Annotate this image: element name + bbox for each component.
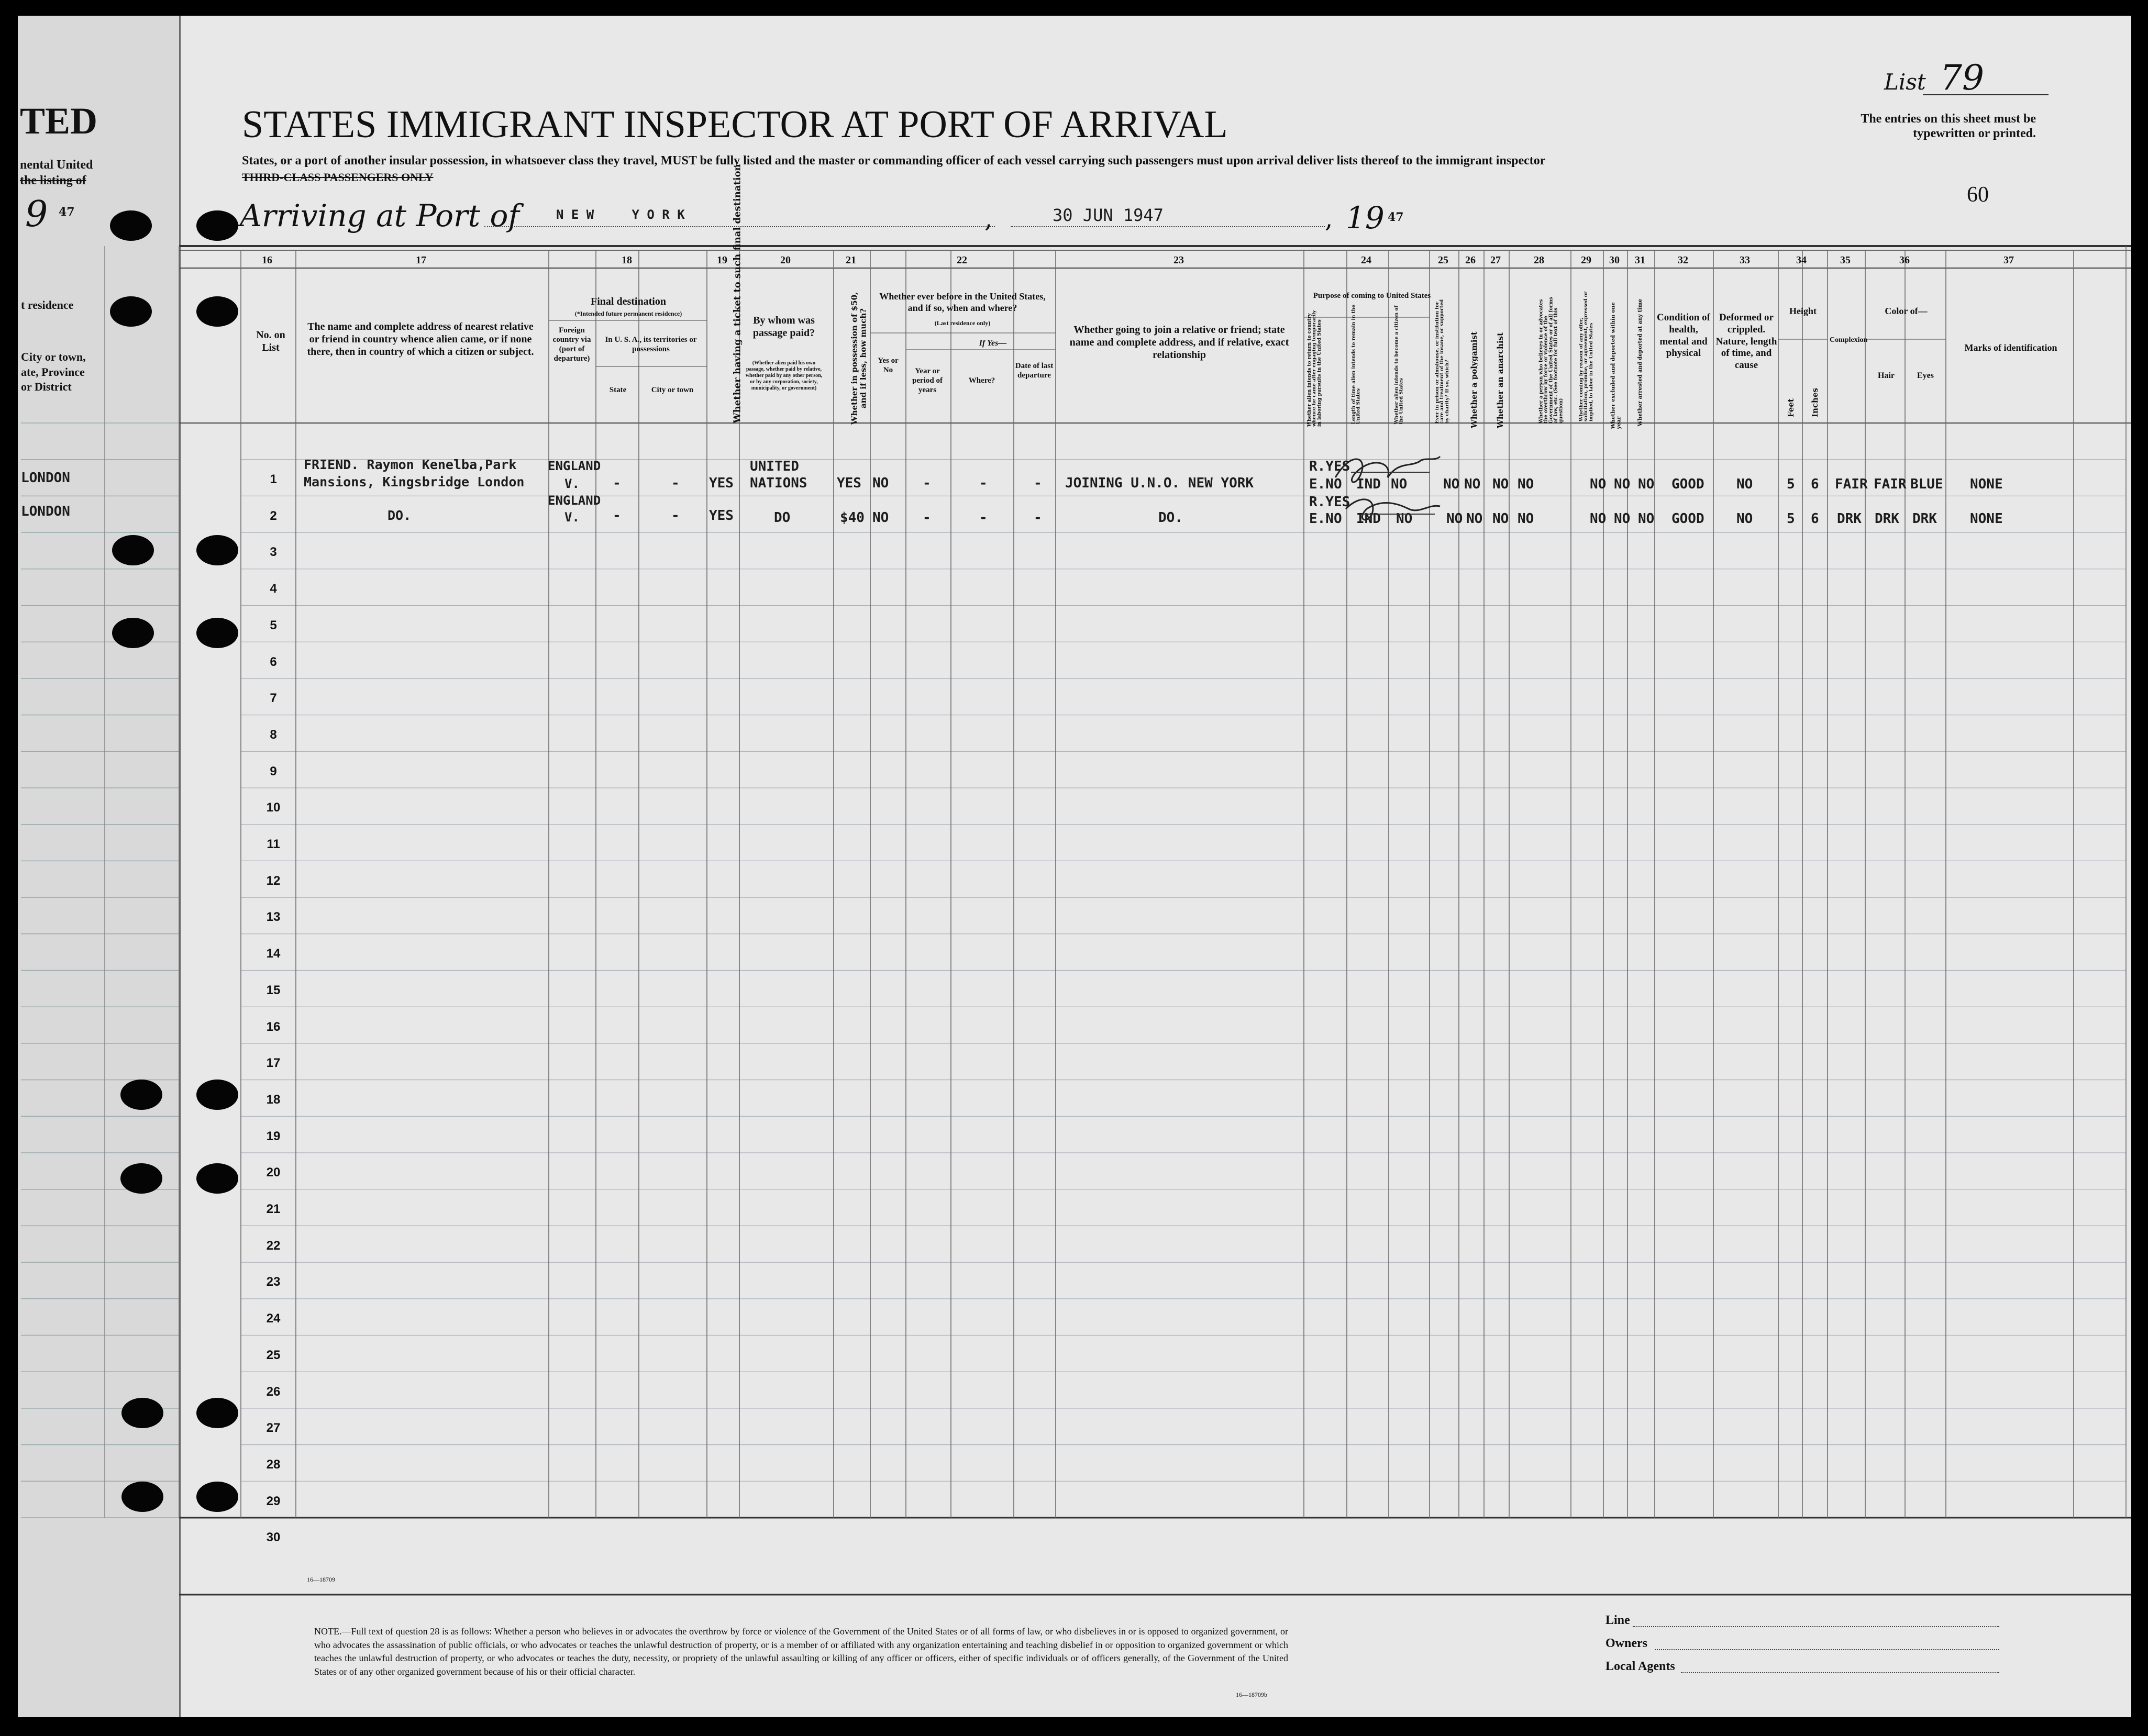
left-year-suffix: 47 (59, 205, 75, 219)
row-2-anarchist: NO (1492, 511, 1509, 527)
row-2-before-us: NO (872, 510, 889, 526)
list-label: List (1884, 69, 1926, 95)
column-number-34: 34 (1796, 254, 1807, 266)
year-suffix: 47 (1388, 210, 1404, 224)
header-final-destination-note: (*Intended future permanent residence) (574, 310, 682, 317)
column-number-36: 36 (1899, 254, 1910, 266)
header-purpose: Purpose of coming to United States (1313, 292, 1431, 300)
row-1-relative-line-1: FRIEND. Raymon Kenelba,Park (304, 457, 517, 472)
row-number-27: 27 (266, 1421, 281, 1435)
punch-hole (196, 1482, 238, 1512)
row-2-complexion: DRK (1837, 511, 1862, 527)
port-value: N E W Y O R K (556, 207, 685, 222)
row-2-citizen: NO (1396, 511, 1413, 527)
left-column-subheader: City or town, ate, Province or District (21, 350, 86, 394)
header-if-yes: If Yes— (979, 339, 1007, 348)
row-2-feet: 5 (1787, 511, 1795, 527)
row-2-eyes: DRK (1912, 511, 1937, 527)
column-number-18: 18 (622, 254, 632, 266)
punch-hole (196, 1163, 238, 1194)
column-number-26: 26 (1465, 254, 1476, 266)
row-number-30: 30 (266, 1530, 281, 1545)
row-2-money: $40 (840, 510, 865, 526)
punch-hole (112, 535, 154, 565)
punch-hole (112, 618, 154, 648)
row-number-22: 22 (266, 1238, 281, 1253)
punch-hole (121, 1482, 163, 1512)
form-number-b: 16—18709b (1236, 1691, 1267, 1698)
line-field (1633, 1626, 1999, 1627)
row-2-excluded: NO (1614, 511, 1631, 527)
header-excluded: Whether excluded and deported within one year (1610, 302, 1622, 429)
header-before-us-note: (Last residence only) (934, 319, 991, 327)
row-2-city: - (671, 508, 680, 524)
left-column-header: t residence (21, 298, 74, 311)
left-line-fragment-2: the listing of (20, 174, 86, 187)
row-2-health: GOOD (1671, 511, 1704, 527)
header-state: State (609, 386, 627, 394)
row-1-purpose-r: R.YES (1309, 459, 1350, 474)
left-residence-1: LONDON (21, 470, 70, 486)
row-number-2: 2 (270, 508, 277, 523)
header-prison: Ever in prison or almshouse, or institution for care and treatment of the insane, or supported by charity? If so, which? (1434, 299, 1450, 424)
row-number-17: 17 (266, 1056, 281, 1071)
header-feet: Feet (1786, 398, 1796, 417)
row-number-9: 9 (270, 764, 277, 778)
row-2-relative: DO. (387, 508, 412, 523)
column-number-19: 19 (717, 254, 727, 266)
header-health: Condition of health, mental and physical (1657, 312, 1710, 359)
header-inches: Inches (1810, 388, 1820, 417)
row-1-arrested: NO (1638, 476, 1655, 492)
owners-label: Owners (1606, 1637, 1647, 1650)
header-relative: The name and complete address of nearest relative or friend in country whence alien came, or if none there, then in country of which a citizen or subject. (307, 321, 534, 358)
row-number-26: 26 (266, 1384, 281, 1399)
punch-hole (196, 1398, 238, 1428)
row-1-marks: NONE (1970, 476, 2003, 492)
header-no-on-list: No. on List (256, 329, 285, 353)
row-2-length: IND (1356, 511, 1381, 527)
header-date-departure: Date of last departure (1015, 362, 1054, 380)
row-number-13: 13 (266, 910, 281, 925)
punch-hole (110, 296, 152, 327)
row-1-where: - (979, 475, 988, 491)
page-title: STATES IMMIGRANT INSPECTOR AT PORT OF ARRIVAL (242, 103, 1228, 146)
row-1-hair: FAIR (1874, 476, 1907, 492)
header-anarchist: Whether an anarchist (1496, 332, 1505, 428)
row-1-state: - (613, 475, 621, 491)
row-2-purpose-r: R.YES (1309, 494, 1350, 510)
header-complexion: Complexion (1830, 336, 1868, 344)
column-number-21: 21 (846, 254, 856, 266)
header-where: Where? (968, 376, 995, 385)
row-number-19: 19 (266, 1129, 281, 1143)
row-2-marks: NONE (1970, 511, 2003, 527)
column-number-27: 27 (1490, 254, 1501, 266)
column-number-16: 16 (262, 254, 272, 266)
row-1-year: - (923, 475, 931, 491)
column-number-17: 17 (416, 254, 426, 266)
footnote: NOTE.—Full text of question 28 is as follows: Whether a person who believes in or advocates the overthrow by force or violence of the Government of the United States or of all forms of law, or who disbelieves in or is opposed to organized government, or who advocates the assassination of public officials, or who advocates or teaches the unlawful destruction of property, or is a member of or affiliated with any organization entertaining and teaching disbelief in or opposition to organized government or which teaches the unlawful destruction of property, or who advocates or teaches the duty, necessity, or propriety of the unlawful assaulting or killing of any officer or officers, either of specific individuals or of officers generally, of the Government of the United States or of any other organized government because of his or their official character. (314, 1626, 1288, 1677)
header-overthrow: Whether a person who believes in or advocates the overthrow by force or violence of the Government of the United States or of all forms of law, etc. (See footnote for full text of this question) (1538, 297, 1564, 424)
year-prefix: 19 (1346, 200, 1385, 236)
row-1-overthrow: NO (1518, 476, 1534, 492)
row-1-city: - (671, 475, 680, 491)
row-1-passage-line-1: UNITED (750, 459, 799, 474)
header-before-us: Whether ever before in the United States, and if so, when and where? (879, 291, 1046, 313)
header-color-of: Color of— (1885, 306, 1928, 316)
column-number-31: 31 (1635, 254, 1645, 266)
row-number-21: 21 (266, 1202, 281, 1216)
header-hair: Hair (1878, 371, 1895, 380)
header-join-relative: Whether going to join a relative or friend; state name and complete address, and if relative, exact relationship (1069, 324, 1289, 361)
row-number-12: 12 (266, 873, 281, 888)
row-number-24: 24 (266, 1311, 281, 1326)
header-purpose-citizen: Whether alien intends to become a citizen of the United States (1394, 305, 1404, 425)
header-usa: In U. S. A., its territories or possessions (605, 336, 697, 353)
header-deformed: Deformed or crippled. Nature, length of time, and cause (1715, 312, 1777, 371)
punch-hole (196, 535, 238, 565)
row-number-11: 11 (267, 837, 280, 851)
row-1-eyes: BLUE (1910, 476, 1943, 492)
header-height: Height (1789, 306, 1817, 316)
header-year-period: Year or period of years (912, 367, 943, 394)
left-title-fragment: TED (20, 100, 98, 142)
punch-hole (120, 1163, 162, 1194)
row-number-6: 6 (270, 654, 277, 669)
column-number-28: 28 (1534, 254, 1544, 266)
line-label: Line (1606, 1613, 1630, 1627)
left-year-fragment: 9 (25, 194, 48, 235)
punch-hole (196, 618, 238, 648)
punch-hole (121, 1398, 163, 1428)
column-number-24: 24 (1361, 254, 1371, 266)
row-number-4: 4 (270, 582, 277, 596)
row-2-date-departure: - (1034, 510, 1042, 526)
column-number-32: 32 (1678, 254, 1688, 266)
comma-2: , (1325, 204, 1333, 233)
row-2-join: DO. (1158, 510, 1183, 526)
row-2-hair: DRK (1875, 511, 1899, 527)
row-1-foreign: ENGLAND (548, 459, 601, 473)
row-2-inches: 6 (1811, 511, 1819, 527)
comma-1: , (984, 204, 993, 233)
arrival-date: 30 JUN 1947 (1053, 205, 1164, 225)
row-2-year: - (923, 510, 931, 526)
row-1-passage-line-2: NATIONS (750, 475, 807, 491)
header-purpose-return: Whether alien intends to return to country whence he came after engaging temporarily in laboring pursuits in the United States (1306, 310, 1322, 427)
row-number-18: 18 (266, 1092, 281, 1107)
row-2-where: - (979, 510, 988, 526)
row-1-feet: 5 (1787, 476, 1795, 492)
row-number-7: 7 (270, 691, 277, 706)
header-polygamist: Whether a polygamist (1469, 331, 1479, 428)
row-number-8: 8 (270, 727, 277, 742)
header-offer: Whether coming by reason of any offer, solicitation, promise, or agreement, expressed or implied, to labor in the United States (1578, 291, 1594, 422)
row-1-length: IND (1356, 476, 1381, 492)
header-purpose-length: Length of time alien intends to remain in the United States (1351, 305, 1361, 425)
header-subtitle: States, or a port of another insular possession, in whatsoever class they travel, MUST be fully listed and the master or commanding officer of each vessel carrying such passengers must upon arrival deliver lists thereof to the immigrant inspector (242, 154, 1546, 168)
row-number-25: 25 (266, 1348, 281, 1362)
row-number-28: 28 (266, 1457, 281, 1472)
column-number-33: 33 (1740, 254, 1750, 266)
row-1-money: YES (837, 475, 861, 491)
column-number-35: 35 (1840, 254, 1851, 266)
punch-hole (120, 1080, 162, 1110)
row-number-16: 16 (266, 1019, 281, 1034)
column-number-23: 23 (1173, 254, 1184, 266)
row-2-state: - (613, 508, 621, 524)
header-ticket: Whether having a ticket to such final destination (732, 164, 743, 424)
row-2-purpose-e: E.NO (1309, 511, 1342, 527)
row-1-complexion: FAIR (1835, 476, 1868, 492)
row-1-join: JOINING U.N.O. NEW YORK (1065, 475, 1254, 491)
punch-hole (196, 296, 238, 327)
row-number-1: 1 (270, 472, 277, 486)
class-note: THIRD-CLASS PASSENGERS ONLY (242, 171, 434, 184)
local-agents-field (1681, 1672, 1999, 1673)
arriving-line-2 (1011, 226, 1325, 227)
row-2-polygamist: NO (1466, 511, 1483, 527)
row-1-polygamist: NO (1464, 476, 1481, 492)
header-passage-paid: By whom was passage paid? (752, 315, 815, 339)
local-agents-label: Local Agents (1606, 1660, 1675, 1673)
row-1-citizen: NO (1391, 476, 1408, 492)
row-1-health: GOOD (1671, 476, 1704, 492)
punch-hole (110, 210, 152, 241)
arriving-label: Arriving at Port of (240, 198, 519, 233)
row-2-deformed: NO (1736, 511, 1753, 527)
left-residence-2: LONDON (21, 504, 70, 519)
row-1-anarchist: NO (1492, 476, 1509, 492)
column-number-30: 30 (1609, 254, 1620, 266)
header-arrested: Whether arrested and deported at any time (1637, 298, 1643, 427)
column-number-20: 20 (780, 254, 791, 266)
sheet-number: 60 (1967, 183, 1989, 207)
row-number-14: 14 (266, 947, 281, 961)
row-1-purpose-e: E.NO (1309, 476, 1342, 492)
header-passage-note: (Whether alien paid his own passage, whether paid by relative, whether paid by any other person, or by any corporation, society, municipality, or government) (745, 360, 823, 391)
row-2-via: V. (564, 510, 580, 525)
header-city: City or town (651, 386, 694, 394)
row-number-10: 10 (266, 800, 281, 815)
column-number-37: 37 (2003, 254, 2014, 266)
row-1-inches: 6 (1811, 476, 1819, 492)
row-number-5: 5 (270, 618, 277, 632)
row-number-20: 20 (266, 1165, 281, 1180)
handwritten-signature (1330, 441, 1445, 535)
column-number-29: 29 (1581, 254, 1591, 266)
header-yes-no: Yes or No (878, 357, 899, 374)
row-number-29: 29 (266, 1494, 281, 1508)
header-money: Whether in possession of $50, and if less, how much? (849, 292, 868, 425)
header-foreign-country: Foreign country via (port of departure) (552, 326, 591, 363)
punch-hole (196, 210, 238, 241)
row-2-arrested: NO (1638, 511, 1655, 527)
row-2-passage: DO (774, 510, 791, 526)
row-2-offer: NO (1590, 511, 1607, 527)
header-final-destination: Final destination (591, 296, 666, 307)
column-number-22: 22 (957, 254, 967, 266)
header-eyes: Eyes (1917, 371, 1934, 380)
row-1-deformed: NO (1736, 476, 1753, 492)
row-1-offer: NO (1590, 476, 1607, 492)
row-1-date-departure: - (1034, 475, 1042, 491)
row-1-via: V. (564, 476, 580, 491)
row-1-ticket: YES (709, 475, 734, 491)
row-1-relative-line-2: Mansions, Kingsbridge London (304, 474, 525, 489)
row-2-overthrow: NO (1518, 511, 1534, 527)
row-number-3: 3 (270, 545, 277, 560)
owners-field (1655, 1649, 1999, 1650)
column-number-25: 25 (1438, 254, 1448, 266)
row-1-before-us: NO (872, 475, 889, 491)
form-number: 16—18709 (307, 1576, 335, 1583)
list-number: 79 (1940, 58, 1984, 98)
row-1-prison: NO (1443, 476, 1460, 492)
header-marks: Marks of identification (1964, 342, 2057, 353)
row-number-15: 15 (266, 983, 281, 997)
row-1-excluded: NO (1614, 476, 1631, 492)
row-2-ticket: YES (709, 508, 734, 524)
row-2-prison: NO (1446, 511, 1463, 527)
row-number-23: 23 (266, 1275, 281, 1289)
typewritten-instruction: The entries on this sheet must be typewritten or printed. (1861, 112, 2036, 140)
row-2-foreign: ENGLAND (548, 493, 601, 508)
punch-hole (196, 1080, 238, 1110)
left-line-fragment-1: nental United (20, 158, 93, 172)
